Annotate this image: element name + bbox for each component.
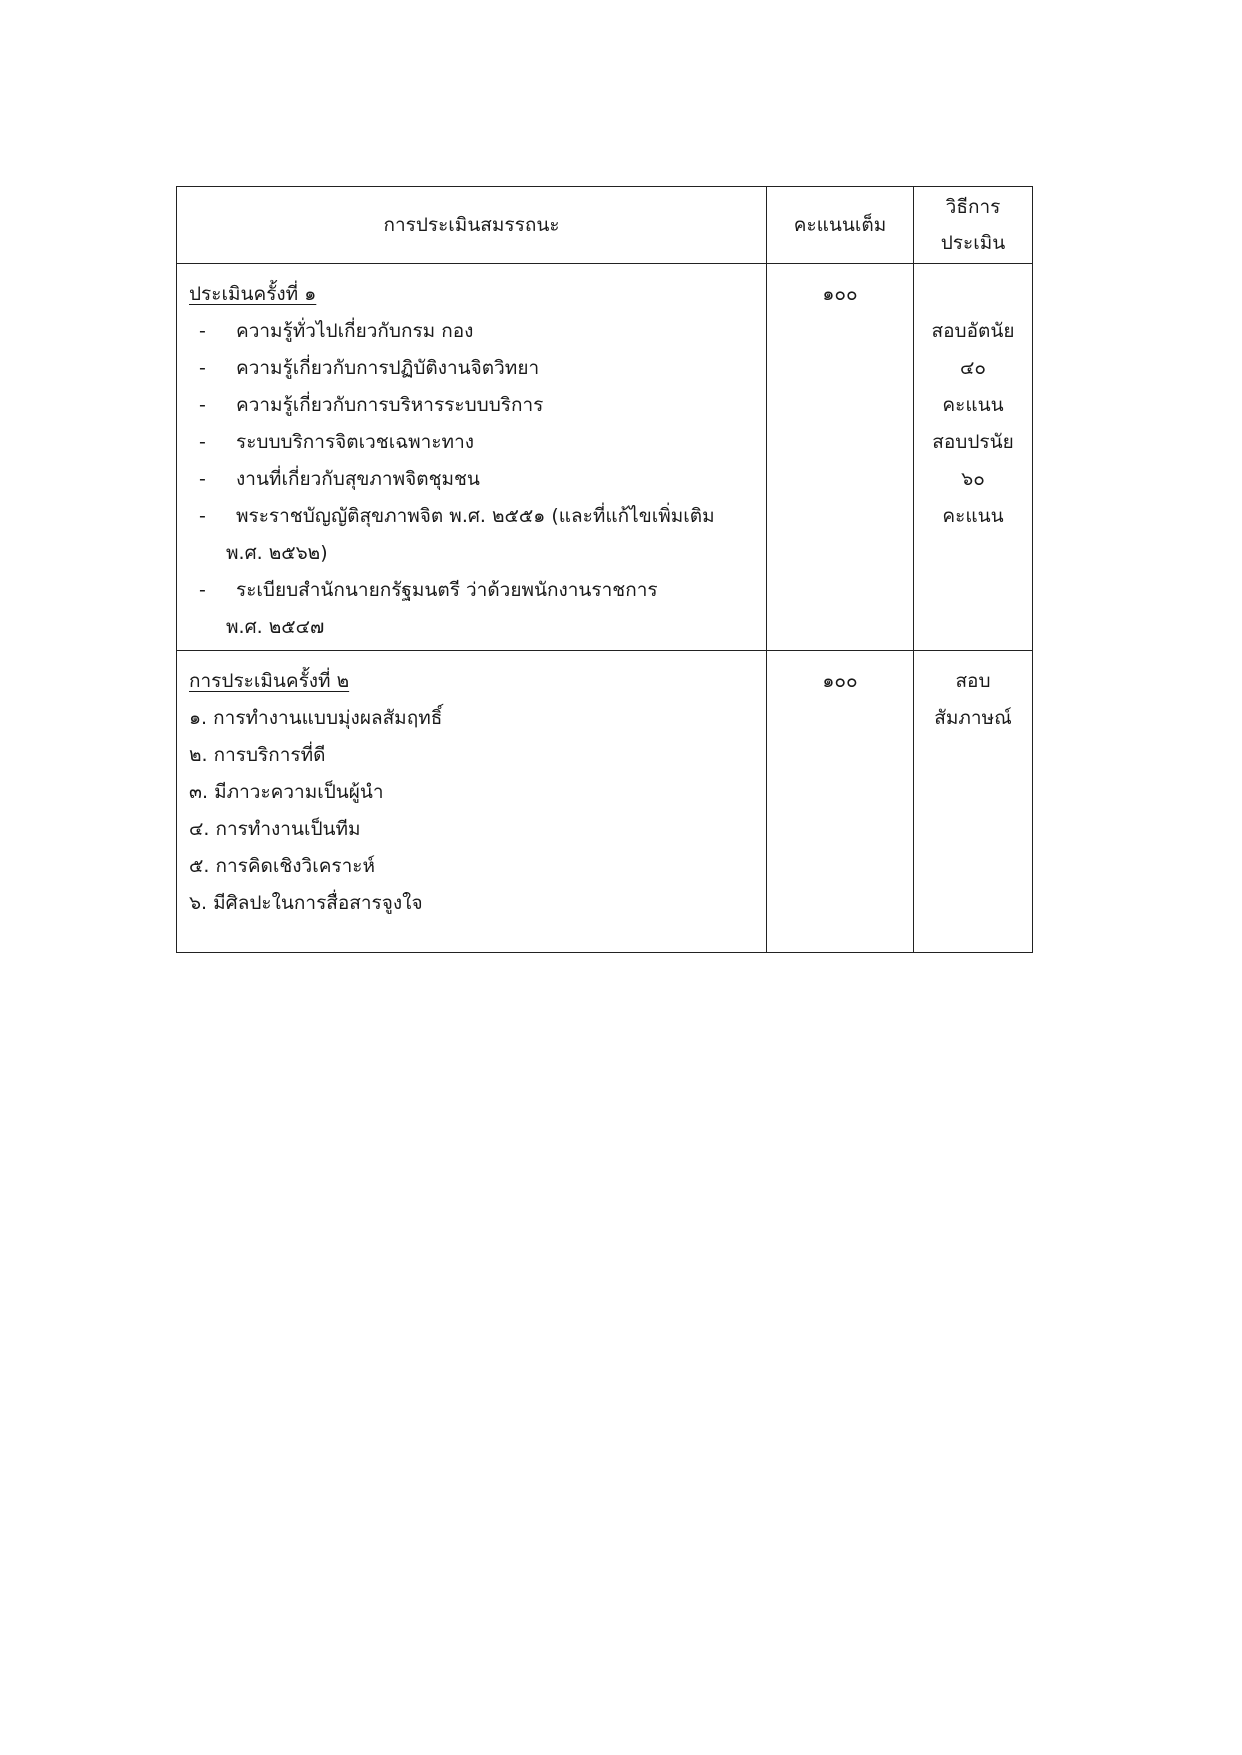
list-item	[189, 350, 756, 387]
topic-text: พระราชบัญญัติสุขภาพจิต พ.ศ. ๒๕๕๑ (และที่แก้ไขเพิ่มเติม	[236, 505, 715, 527]
list-item	[189, 498, 756, 572]
round2-method-cell	[914, 651, 1033, 953]
round2-score: ๑๐๐	[767, 651, 914, 953]
list-item: ๑. การทำงานแบบมุ่งผลสัมฤทธิ์	[189, 707, 443, 729]
list-item	[189, 572, 756, 646]
method-spacer	[914, 276, 1032, 313]
round1-heading: ประเมินครั้งที่ ๑	[189, 283, 317, 305]
list-item: ๕. การคิดเชิงวิเคราะห์	[189, 855, 376, 877]
topic-text: ระเบียบสำนักนายกรัฐมนตรี ว่าด้วยพนักงานราชการ	[236, 579, 658, 601]
list-item: ๓. มีภาวะความเป็นผู้นำ	[189, 781, 384, 803]
dash-bullet: -	[199, 468, 206, 490]
list-item: ๖. มีศิลปะในการสื่อสารจูงใจ	[189, 892, 423, 914]
dash-bullet: -	[199, 357, 206, 379]
round2-item-list	[189, 700, 756, 922]
topic-text: ความรู้ทั่วไปเกี่ยวกับกรม กอง	[236, 320, 474, 342]
round1-method-cell	[914, 264, 1033, 651]
competency-assessment-table	[176, 186, 1033, 953]
header-method	[914, 187, 1033, 264]
method-line: สอบอัตนัย	[931, 320, 1015, 342]
dash-bullet: -	[199, 431, 206, 453]
header-method-line1: วิธีการ	[945, 196, 1001, 218]
topic-continuation: พ.ศ. ๒๕๖๒)	[226, 542, 328, 564]
round2-heading: การประเมินครั้งที่ ๒	[189, 670, 350, 692]
method-line: คะแนน	[942, 394, 1004, 416]
list-item	[189, 461, 756, 498]
round1-competency-cell	[177, 264, 767, 651]
header-method-line2: ประเมิน	[940, 232, 1006, 254]
dash-bullet: -	[199, 394, 206, 416]
dash-bullet: -	[199, 320, 206, 342]
list-item	[189, 313, 756, 350]
method-line: ๔๐	[960, 357, 986, 379]
method-line: สอบ	[955, 670, 991, 692]
topic-text: งานที่เกี่ยวกับสุขภาพจิตชุมชน	[236, 468, 480, 490]
header-full-score: คะแนนเต็ม	[767, 187, 914, 264]
method-line: ๖๐	[961, 468, 985, 490]
table-row-round2	[177, 651, 1033, 953]
topic-text: ความรู้เกี่ยวกับการบริหารระบบบริการ	[236, 394, 544, 416]
dash-bullet: -	[199, 505, 206, 527]
round2-competency-cell	[177, 651, 767, 953]
topic-text: ความรู้เกี่ยวกับการปฏิบัติงานจิตวิทยา	[236, 357, 540, 379]
topic-continuation: พ.ศ. ๒๕๔๗	[226, 616, 325, 638]
header-competency: การประเมินสมรรถนะ	[177, 187, 767, 264]
topic-text: ระบบบริการจิตเวชเฉพาะทาง	[236, 431, 475, 453]
method-line: สอบปรนัย	[932, 431, 1014, 453]
method-line: สัมภาษณ์	[934, 707, 1012, 729]
method-line: คะแนน	[942, 505, 1004, 527]
dash-bullet: -	[199, 579, 206, 601]
table-row-round1	[177, 264, 1033, 651]
table-header-row	[177, 187, 1033, 264]
list-item: ๒. การบริการที่ดี	[189, 744, 326, 766]
round1-score: ๑๐๐	[767, 264, 914, 651]
list-item	[189, 387, 756, 424]
round1-topic-list	[189, 313, 756, 646]
list-item	[189, 424, 756, 461]
list-item: ๔. การทำงานเป็นทีม	[189, 818, 361, 840]
